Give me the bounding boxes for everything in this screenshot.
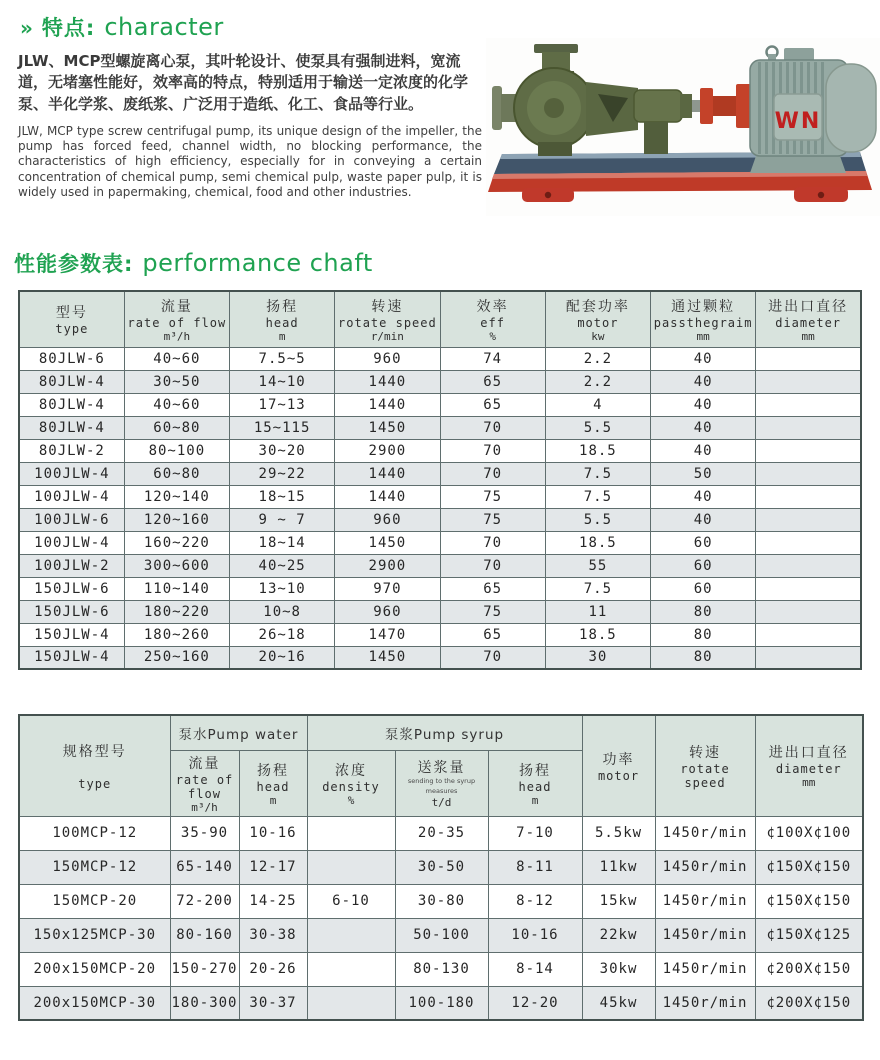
table-row: [19, 918, 863, 952]
table-cell: 70: [440, 416, 545, 439]
table-cell: 15~115: [230, 416, 335, 439]
table-cell: 150MCP-12: [19, 850, 170, 884]
column-header: [335, 291, 440, 347]
syrup-volume-en: sending to the syrup measures: [407, 777, 476, 795]
column-header-line: 进出口直径: [768, 298, 849, 315]
column-header-line: diameter: [775, 315, 842, 330]
column-header-line: m³/h: [163, 329, 191, 343]
table-cell: 14-25: [239, 884, 307, 918]
column-header-motor: [582, 715, 655, 816]
table-cell: 1450r/min: [655, 918, 755, 952]
column-header-line: 型号: [55, 305, 88, 322]
table-cell: 15kw: [582, 884, 655, 918]
table-cell: 70: [440, 554, 545, 577]
pump-product-photo: [486, 38, 880, 220]
column-header-water-head: [239, 750, 307, 816]
table-cell: [756, 508, 861, 531]
table-cell: 10-16: [239, 816, 307, 850]
jlw-performance-table: [18, 290, 862, 670]
density-unit: %: [347, 793, 355, 807]
table-cell: 200x150MCP-20: [19, 952, 170, 986]
table-cell: 18.5: [545, 439, 650, 462]
table-cell: 75: [440, 485, 545, 508]
table-row: [19, 554, 861, 577]
table-cell: 20-35: [395, 816, 488, 850]
table-cell: 1450r/min: [655, 952, 755, 986]
table-cell: [307, 816, 395, 850]
table-cell: 200x150MCP-30: [19, 986, 170, 1020]
table-cell: 180-300: [170, 986, 239, 1020]
table-cell: 1450r/min: [655, 850, 755, 884]
table-cell: 10~8: [230, 600, 335, 623]
mcp-table-body: [19, 816, 863, 1020]
table-cell: 80: [651, 600, 756, 623]
table-cell: 1450r/min: [655, 884, 755, 918]
table-row: [19, 531, 861, 554]
table-cell: 80JLW-4: [19, 370, 124, 393]
table-cell: 250~160: [124, 646, 229, 669]
column-header: [756, 291, 861, 347]
table-cell: ¢150X¢150: [755, 884, 863, 918]
column-header-line: mm: [696, 329, 710, 343]
table-cell: [307, 918, 395, 952]
table-cell: 74: [440, 347, 545, 370]
table-cell: 7.5: [545, 462, 650, 485]
column-header-line: m: [278, 329, 286, 343]
table-cell: 12-17: [239, 850, 307, 884]
table-cell: 120~140: [124, 485, 229, 508]
character-title-en: character: [104, 13, 224, 41]
table-cell: 65: [440, 370, 545, 393]
table-cell: ¢200X¢150: [755, 986, 863, 1020]
table-cell: 50: [651, 462, 756, 485]
table-cell: 65: [440, 577, 545, 600]
table-row: [19, 600, 861, 623]
table-cell: 18~14: [230, 531, 335, 554]
table-cell: 150MCP-20: [19, 884, 170, 918]
syrup-volume-unit: t/d: [431, 795, 452, 809]
table-cell: 180~260: [124, 623, 229, 646]
pump-photo-illustration: [486, 38, 880, 216]
table-row: [19, 416, 861, 439]
table-cell: 2900: [335, 439, 440, 462]
table-cell: 7-10: [488, 816, 582, 850]
column-header-line: 转速: [371, 298, 404, 315]
column-header-speed-en: rotate speed: [680, 761, 730, 790]
table-cell: 970: [335, 577, 440, 600]
column-header-speed-zh: 转速: [689, 744, 722, 761]
table-cell: 300~600: [124, 554, 229, 577]
table-cell: 8-11: [488, 850, 582, 884]
syrup-volume-zh: 送浆量: [417, 760, 466, 777]
table-cell: 70: [440, 646, 545, 669]
table-cell: 26~18: [230, 623, 335, 646]
table-cell: 1450r/min: [655, 816, 755, 850]
column-header-density: [307, 750, 395, 816]
table-cell: 6-10: [307, 884, 395, 918]
table-cell: 40: [651, 485, 756, 508]
table-cell: [756, 600, 861, 623]
column-header: [124, 291, 229, 347]
table-cell: 40: [651, 416, 756, 439]
table-cell: 40: [651, 508, 756, 531]
table-cell: 1450: [335, 531, 440, 554]
group-header-pump-syrup: 泵浆Pump syrup: [307, 715, 582, 750]
table-row: [19, 646, 861, 669]
table-cell: [756, 416, 861, 439]
table-cell: 30kw: [582, 952, 655, 986]
column-header-line: r/min: [370, 329, 404, 343]
table-cell: 11kw: [582, 850, 655, 884]
table-cell: [756, 623, 861, 646]
density-zh: 浓度: [335, 762, 367, 779]
table-cell: 30~50: [124, 370, 229, 393]
table-cell: 100JLW-4: [19, 462, 124, 485]
column-header-line: rate of flow: [127, 315, 227, 330]
table-cell: 7.5: [545, 577, 650, 600]
column-header-line: passthegraim: [653, 315, 753, 330]
table-cell: 1450: [335, 646, 440, 669]
jlw-table-body: [19, 347, 861, 669]
column-header-syrup-volume: [395, 750, 488, 816]
table-cell: 22kw: [582, 918, 655, 952]
table-cell: 150JLW-4: [19, 623, 124, 646]
intro-paragraph-chinese: JLW、MCP型螺旋离心泵，其叶轮设计、使泵具有强制进料，宽流道，无堵塞性能好，效率高的特点，特别适用于输送一定浓度的化学泵、半化学浆、废纸浆、广泛用于造纸、化工、食品等行业。: [18, 52, 469, 113]
table-cell: 17~13: [230, 393, 335, 416]
column-header-line: 扬程: [266, 298, 299, 315]
table-cell: 2.2: [545, 370, 650, 393]
table-row: [19, 370, 861, 393]
table-cell: [307, 986, 395, 1020]
table-cell: 70: [440, 531, 545, 554]
table-cell: 45kw: [582, 986, 655, 1020]
column-header-line: motor: [577, 315, 619, 330]
table-cell: 100JLW-4: [19, 485, 124, 508]
table-cell: 150JLW-6: [19, 577, 124, 600]
table-cell: 80JLW-2: [19, 439, 124, 462]
table-cell: 150JLW-4: [19, 646, 124, 669]
table-cell: 150x125MCP-30: [19, 918, 170, 952]
table-cell: 65-140: [170, 850, 239, 884]
table-cell: 80JLW-4: [19, 393, 124, 416]
table-cell: 35-90: [170, 816, 239, 850]
table-cell: 9 ~ 7: [230, 508, 335, 531]
performance-title-en: performance chaft: [142, 249, 373, 277]
table-cell: 160~220: [124, 531, 229, 554]
column-header-type-en: type: [78, 776, 112, 791]
table-cell: [756, 485, 861, 508]
table-cell: 30: [545, 646, 650, 669]
table-cell: 5.5: [545, 416, 650, 439]
table-row: [19, 850, 863, 884]
column-header-line: rotate speed: [338, 315, 437, 330]
column-header: [230, 291, 335, 347]
water-head-zh: 扬程: [257, 762, 289, 779]
column-header-type: [19, 715, 170, 816]
table-row: [19, 577, 861, 600]
table-cell: 10-16: [488, 918, 582, 952]
column-header-line: eff: [480, 315, 505, 330]
table-cell: 5.5: [545, 508, 650, 531]
table-cell: [307, 850, 395, 884]
table-cell: 80JLW-4: [19, 416, 124, 439]
table-cell: [756, 370, 861, 393]
table-cell: 60~80: [124, 462, 229, 485]
column-header-line: 效率: [476, 298, 509, 315]
table-cell: 80: [651, 623, 756, 646]
column-header-line: type: [55, 322, 89, 337]
table-cell: 55: [545, 554, 650, 577]
character-section-title: [0, 0, 880, 42]
table-cell: 20-26: [239, 952, 307, 986]
table-cell: 30~20: [230, 439, 335, 462]
table-cell: 40: [651, 347, 756, 370]
table-cell: 18.5: [545, 623, 650, 646]
table-cell: 180~220: [124, 600, 229, 623]
table-cell: 100MCP-12: [19, 816, 170, 850]
column-header-type-zh: 规格型号: [62, 743, 127, 760]
table-cell: 960: [335, 508, 440, 531]
column-header-diameter-zh: 进出口直径: [768, 745, 849, 762]
table-cell: [756, 347, 861, 370]
table-row: [19, 623, 861, 646]
chevron-right-icon: »: [20, 16, 33, 40]
table-cell: 65: [440, 393, 545, 416]
table-row: [19, 462, 861, 485]
table-cell: 75: [440, 508, 545, 531]
table-cell: 1440: [335, 462, 440, 485]
table-cell: 30-37: [239, 986, 307, 1020]
table-cell: 40: [651, 439, 756, 462]
intro-paragraph-english: JLW, MCP type screw centrifugal pump, its unique design of the impeller, the pump has forced feed, channel width, no blocking performance, the characteristics of high efficiency, especially for in conveying a certain concentration of chemical pump, semi chemical pulp, waste paper pulp, it is widely used in papermaking, chemical, food and other industries.: [18, 123, 482, 199]
column-header-syrup-head: [488, 750, 582, 816]
table-cell: 29~22: [230, 462, 335, 485]
table-cell: 7.5: [545, 485, 650, 508]
table-cell: 2.2: [545, 347, 650, 370]
table-cell: 2900: [335, 554, 440, 577]
table-cell: 150-270: [170, 952, 239, 986]
column-header-speed: [655, 715, 755, 816]
column-header: [545, 291, 650, 347]
column-header: [19, 291, 124, 347]
table-cell: 12-20: [488, 986, 582, 1020]
table-cell: 40~25: [230, 554, 335, 577]
column-header-water-flow: [170, 750, 239, 816]
table-cell: 80~100: [124, 439, 229, 462]
table-cell: 150JLW-6: [19, 600, 124, 623]
table-cell: ¢150X¢125: [755, 918, 863, 952]
motor-brand-text: WN: [774, 109, 822, 134]
group-header-pump-water: 泵水Pump water: [170, 715, 307, 750]
jlw-table-header-row: [19, 291, 861, 347]
table-row: [19, 986, 863, 1020]
table-cell: 1450: [335, 416, 440, 439]
table-cell: 80-130: [395, 952, 488, 986]
water-flow-zh: 流量: [188, 755, 221, 772]
table-cell: 80-160: [170, 918, 239, 952]
table-cell: 8-14: [488, 952, 582, 986]
table-cell: [756, 646, 861, 669]
table-cell: 40~60: [124, 393, 229, 416]
table-cell: 5.5kw: [582, 816, 655, 850]
table-cell: 11: [545, 600, 650, 623]
table-cell: 40~60: [124, 347, 229, 370]
syrup-head-en: head: [518, 779, 552, 794]
table-cell: 80JLW-6: [19, 347, 124, 370]
mcp-group-header-row: [19, 715, 863, 750]
table-cell: 72-200: [170, 884, 239, 918]
mcp-performance-table: [18, 714, 864, 1021]
table-cell: [756, 554, 861, 577]
table-cell: 7.5~5: [230, 347, 335, 370]
table-cell: 70: [440, 439, 545, 462]
table-cell: 60: [651, 531, 756, 554]
table-cell: 30-38: [239, 918, 307, 952]
table-row: [19, 952, 863, 986]
table-cell: 40: [651, 393, 756, 416]
table-cell: 960: [335, 600, 440, 623]
table-row: [19, 393, 861, 416]
table-cell: ¢100X¢100: [755, 816, 863, 850]
table-cell: 18~15: [230, 485, 335, 508]
column-header-line: 配套功率: [565, 298, 630, 315]
table-cell: 40: [651, 370, 756, 393]
table-cell: 60: [651, 554, 756, 577]
table-row: [19, 884, 863, 918]
table-cell: [307, 952, 395, 986]
table-cell: 20~16: [230, 646, 335, 669]
column-header-line: head: [265, 315, 299, 330]
table-cell: 100JLW-4: [19, 531, 124, 554]
column-header-diameter-unit: mm: [802, 776, 816, 790]
table-cell: 4: [545, 393, 650, 416]
table-row: [19, 347, 861, 370]
column-header-motor-zh: 功率: [602, 751, 635, 768]
table-row: [19, 485, 861, 508]
water-head-en: head: [256, 779, 290, 794]
table-cell: 50-100: [395, 918, 488, 952]
column-header-line: 流量: [160, 298, 193, 315]
intro-text-column: [18, 42, 482, 200]
column-header-line: kw: [591, 329, 605, 343]
table-cell: 60~80: [124, 416, 229, 439]
table-cell: 30-80: [395, 884, 488, 918]
table-cell: 13~10: [230, 577, 335, 600]
table-cell: 100-180: [395, 986, 488, 1020]
table-cell: 18.5: [545, 531, 650, 554]
table-cell: 1470: [335, 623, 440, 646]
character-title-zh: 特点:: [41, 16, 96, 40]
performance-title-zh: 性能参数表:: [14, 252, 134, 276]
table-cell: 75: [440, 600, 545, 623]
table-cell: 8-12: [488, 884, 582, 918]
intro-block: [0, 42, 880, 236]
density-en: density: [322, 779, 380, 794]
water-flow-unit: m³/h: [191, 800, 218, 814]
column-header-line: %: [489, 329, 496, 343]
table-cell: [756, 393, 861, 416]
table-cell: 110~140: [124, 577, 229, 600]
table-cell: 100JLW-6: [19, 508, 124, 531]
table-cell: 120~160: [124, 508, 229, 531]
table-row: [19, 439, 861, 462]
table-cell: 80: [651, 646, 756, 669]
syrup-head-zh: 扬程: [519, 762, 551, 779]
table-cell: 1440: [335, 393, 440, 416]
table-cell: 960: [335, 347, 440, 370]
column-header-motor-en: motor: [597, 768, 640, 783]
table-cell: 1440: [335, 485, 440, 508]
table-cell: [756, 439, 861, 462]
table-cell: 1450r/min: [655, 986, 755, 1020]
table-cell: ¢150X¢150: [755, 850, 863, 884]
column-header-line: mm: [801, 329, 815, 343]
performance-section-title: [0, 236, 880, 290]
table-cell: 100JLW-2: [19, 554, 124, 577]
table-cell: [756, 462, 861, 485]
column-header-diameter-en: diameter: [775, 762, 842, 777]
table-cell: [756, 577, 861, 600]
table-row: [19, 816, 863, 850]
column-header: [651, 291, 756, 347]
syrup-head-unit: m: [531, 793, 539, 807]
water-head-unit: m: [269, 793, 277, 807]
table-cell: ¢200X¢150: [755, 952, 863, 986]
table-row: [19, 508, 861, 531]
table-cell: 60: [651, 577, 756, 600]
water-flow-en: rate of flow: [175, 772, 234, 801]
table-cell: 65: [440, 623, 545, 646]
column-header-diameter: [755, 715, 863, 816]
table-cell: [756, 531, 861, 554]
table-cell: 1440: [335, 370, 440, 393]
table-cell: 70: [440, 462, 545, 485]
column-header-line: 通过颗粒: [671, 298, 736, 315]
table-cell: 30-50: [395, 850, 488, 884]
column-header: [440, 291, 545, 347]
table-cell: 14~10: [230, 370, 335, 393]
